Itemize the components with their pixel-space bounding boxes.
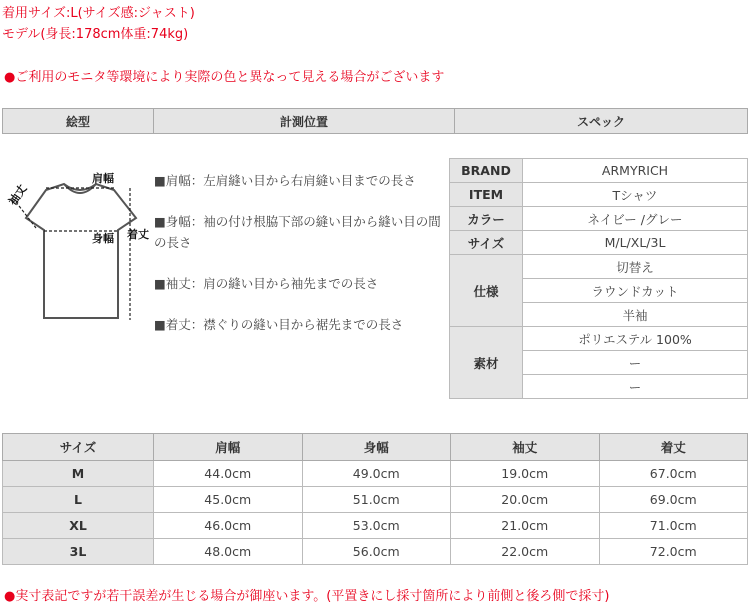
spec-feature-value: ラウンドカット bbox=[523, 279, 748, 303]
measure-sleeve: ■袖丈：肩の縫い目から袖先までの長さ bbox=[154, 276, 379, 291]
value-cell: 56.0cm bbox=[302, 539, 451, 565]
measure-shoulder: ■肩幅：左肩縫い目から右肩縫い目までの長さ bbox=[154, 173, 416, 188]
spec-material-key: 素材 bbox=[450, 327, 523, 399]
size-table-header bbox=[3, 434, 748, 461]
value-cell: 51.0cm bbox=[302, 487, 451, 513]
spec-feature-value: 切替え bbox=[523, 255, 748, 279]
spec-feature-value: 半袖 bbox=[523, 303, 748, 327]
spec-brand-key: BRAND bbox=[450, 159, 523, 183]
chest-label: 身幅 bbox=[92, 232, 114, 245]
tshirt-diagram bbox=[6, 168, 151, 328]
measure-length: ■着丈：襟ぐりの縫い目から裾先までの長さ bbox=[154, 317, 404, 332]
measurement-notice: ●実寸表記ですが若干誤差が生じる場合が御座います。(平置きにし採寸箇所により前側と後ろ側で採寸) bbox=[4, 589, 610, 604]
value-cell: 53.0cm bbox=[302, 513, 451, 539]
value-cell: 67.0cm bbox=[599, 461, 748, 487]
spec-size-value: M/L/XL/3L bbox=[523, 231, 748, 255]
value-cell: 22.0cm bbox=[451, 539, 600, 565]
spec-material-value: ー bbox=[523, 351, 748, 375]
model-body-text: モデル(身長:178cm体重:74kg) bbox=[2, 27, 189, 42]
model-size-text: 着用サイズ:L(サイズ感:ジャスト) bbox=[2, 6, 195, 21]
value-cell: 46.0cm bbox=[154, 513, 303, 539]
color-notice: ●ご利用のモニタ等環境により実際の色と異なって見える場合がございます bbox=[4, 70, 445, 85]
header-measure-position: 計測位置 bbox=[154, 109, 455, 134]
table-row bbox=[3, 513, 748, 539]
size-cell: L bbox=[3, 487, 154, 513]
size-cell: 3L bbox=[3, 539, 154, 565]
table-row bbox=[3, 487, 748, 513]
size-cell: XL bbox=[3, 513, 154, 539]
spec-size-key: サイズ bbox=[450, 231, 523, 255]
value-cell: 19.0cm bbox=[451, 461, 600, 487]
spec-table bbox=[449, 158, 748, 399]
value-cell: 49.0cm bbox=[302, 461, 451, 487]
value-cell: 48.0cm bbox=[154, 539, 303, 565]
value-cell: 44.0cm bbox=[154, 461, 303, 487]
length-label: 着丈 bbox=[127, 228, 149, 241]
spec-brand-value: ARMYRICH bbox=[523, 159, 748, 183]
shoulder-label: 肩幅 bbox=[92, 172, 114, 185]
spec-item-value: Tシャツ bbox=[523, 183, 748, 207]
spec-feature-key: 仕様 bbox=[450, 255, 523, 327]
header-illustration: 絵型 bbox=[3, 109, 154, 134]
spec-material-value: ー bbox=[523, 375, 748, 399]
spec-color-key: カラー bbox=[450, 207, 523, 231]
table-row bbox=[3, 461, 748, 487]
table-row bbox=[3, 539, 748, 565]
spec-material-value: ポリエステル 100% bbox=[523, 327, 748, 351]
size-header-length: 着丈 bbox=[599, 434, 748, 461]
size-header-shoulder: 肩幅 bbox=[154, 434, 303, 461]
size-header-sleeve: 袖丈 bbox=[451, 434, 600, 461]
spec-color-value: ネイビー /グレー bbox=[523, 207, 748, 231]
header-spec: スペック bbox=[455, 109, 748, 134]
section-header bbox=[2, 108, 748, 134]
measure-chest: ■身幅：袖の付け根脇下部の縫い目から縫い目の間の長さ bbox=[154, 214, 441, 250]
value-cell: 45.0cm bbox=[154, 487, 303, 513]
size-header-size: サイズ bbox=[3, 434, 154, 461]
spec-item-key: ITEM bbox=[450, 183, 523, 207]
size-cell: M bbox=[3, 461, 154, 487]
size-table bbox=[2, 433, 748, 565]
sleeve-label: 袖丈 bbox=[6, 182, 30, 208]
tshirt-outline bbox=[26, 184, 136, 318]
value-cell: 71.0cm bbox=[599, 513, 748, 539]
value-cell: 72.0cm bbox=[599, 539, 748, 565]
value-cell: 69.0cm bbox=[599, 487, 748, 513]
measurement-list bbox=[154, 170, 444, 355]
size-header-chest: 身幅 bbox=[302, 434, 451, 461]
value-cell: 21.0cm bbox=[451, 513, 600, 539]
value-cell: 20.0cm bbox=[451, 487, 600, 513]
